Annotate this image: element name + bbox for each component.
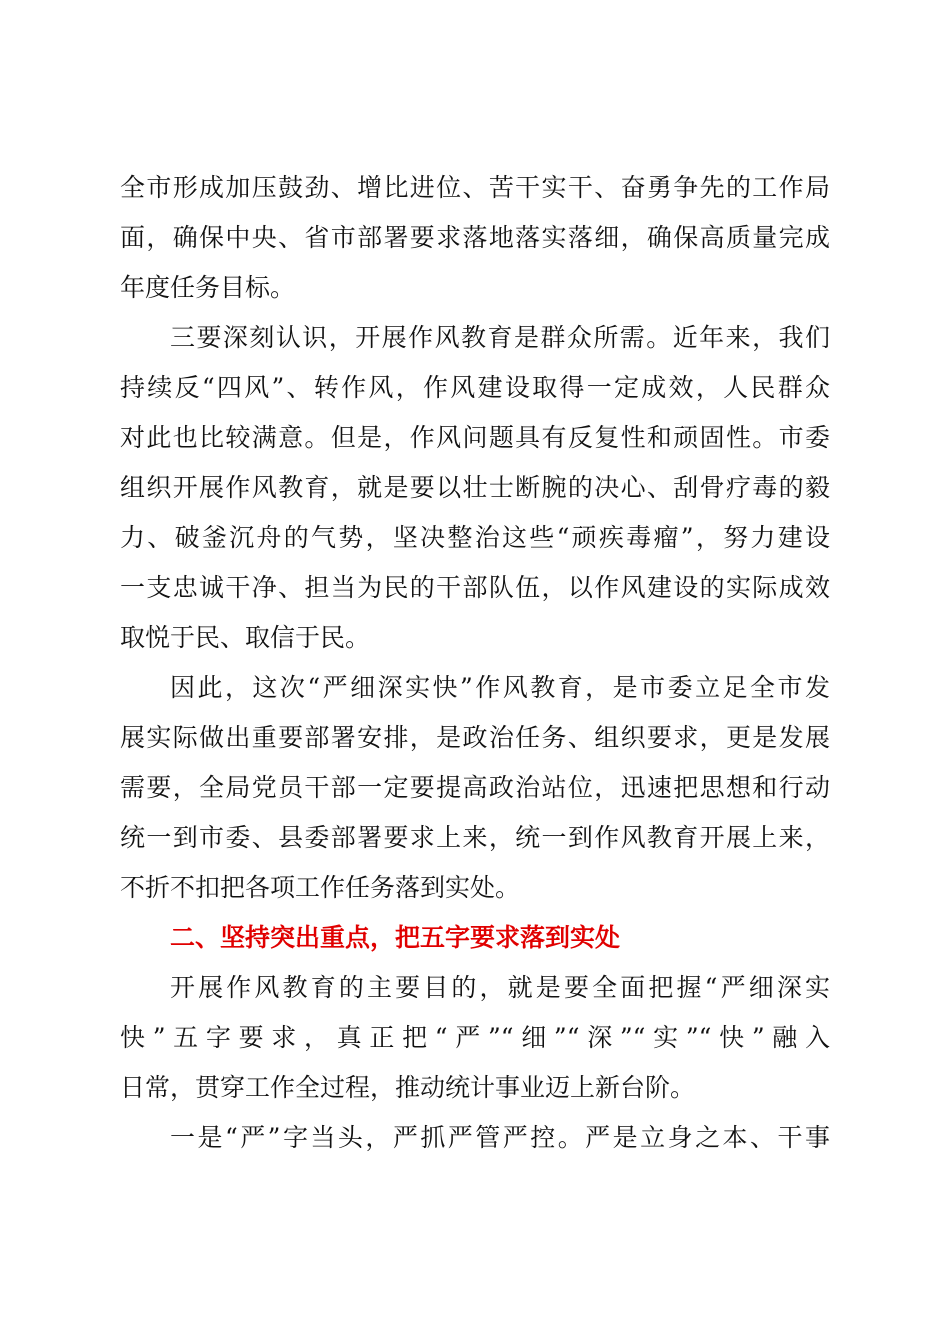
document-body <box>120 163 830 1163</box>
section-heading: 二、坚持突出重点，把五字要求落到实处 <box>170 923 621 952</box>
text-line-12: 展实际做出重要部署安排，是政治任务、组织要求，更是发展 <box>120 723 830 752</box>
text-line-14: 统一到市委、县委部署要求上来，统一到作风教育开展上来， <box>120 823 830 852</box>
text-line-13: 需要，全局党员干部一定要提高政治站位，迅速把思想和行动 <box>120 773 830 802</box>
paragraph-start-line: 开展作风教育的主要目的，就是要全面把握“严细深实 <box>170 973 830 1002</box>
text-line-5: 持续反“四风”、转作风，作风建设取得一定成效，人民群众 <box>120 373 830 402</box>
text-line-15: 不折不扣把各项工作任务落到实处。 <box>120 873 521 902</box>
paragraph-start-line: 三要深刻认识，开展作风教育是群众所需。近年来，我们 <box>170 323 830 352</box>
text-line-8: 力、破釜沉舟的气势，坚决整治这些“顽疾毒瘤”，努力建设 <box>120 523 830 552</box>
text-line-3: 年度任务目标。 <box>120 273 296 302</box>
text-line-1: 全市形成加压鼓劲、增比进位、苦干实干、奋勇争先的工作局 <box>120 173 830 202</box>
text-line-19: 日常，贯穿工作全过程，推动统计事业迈上新台阶。 <box>120 1073 696 1102</box>
paragraph-start-line: 因此，这次“严细深实快”作风教育，是市委立足全市发 <box>170 673 830 702</box>
paragraph-start-line: 一是“严”字当头，严抓严管严控。严是立身之本、干事 <box>170 1123 830 1152</box>
text-line-2: 面，确保中央、省市部署要求落地落实落细，确保高质量完成 <box>120 223 830 252</box>
text-line-7: 组织开展作风教育，就是要以壮士断腕的决心、刮骨疗毒的毅 <box>120 473 830 502</box>
text-line-10: 取悦于民、取信于民。 <box>120 623 371 652</box>
text-line-18: 快”五字要求，真正把“严”“细”“深”“实”“快”融入 <box>120 1023 830 1052</box>
text-line-6: 对此也比较满意。但是，作风问题具有反复性和顽固性。市委 <box>120 423 830 452</box>
text-line-9: 一支忠诚干净、担当为民的干部队伍，以作风建设的实际成效 <box>120 573 830 602</box>
